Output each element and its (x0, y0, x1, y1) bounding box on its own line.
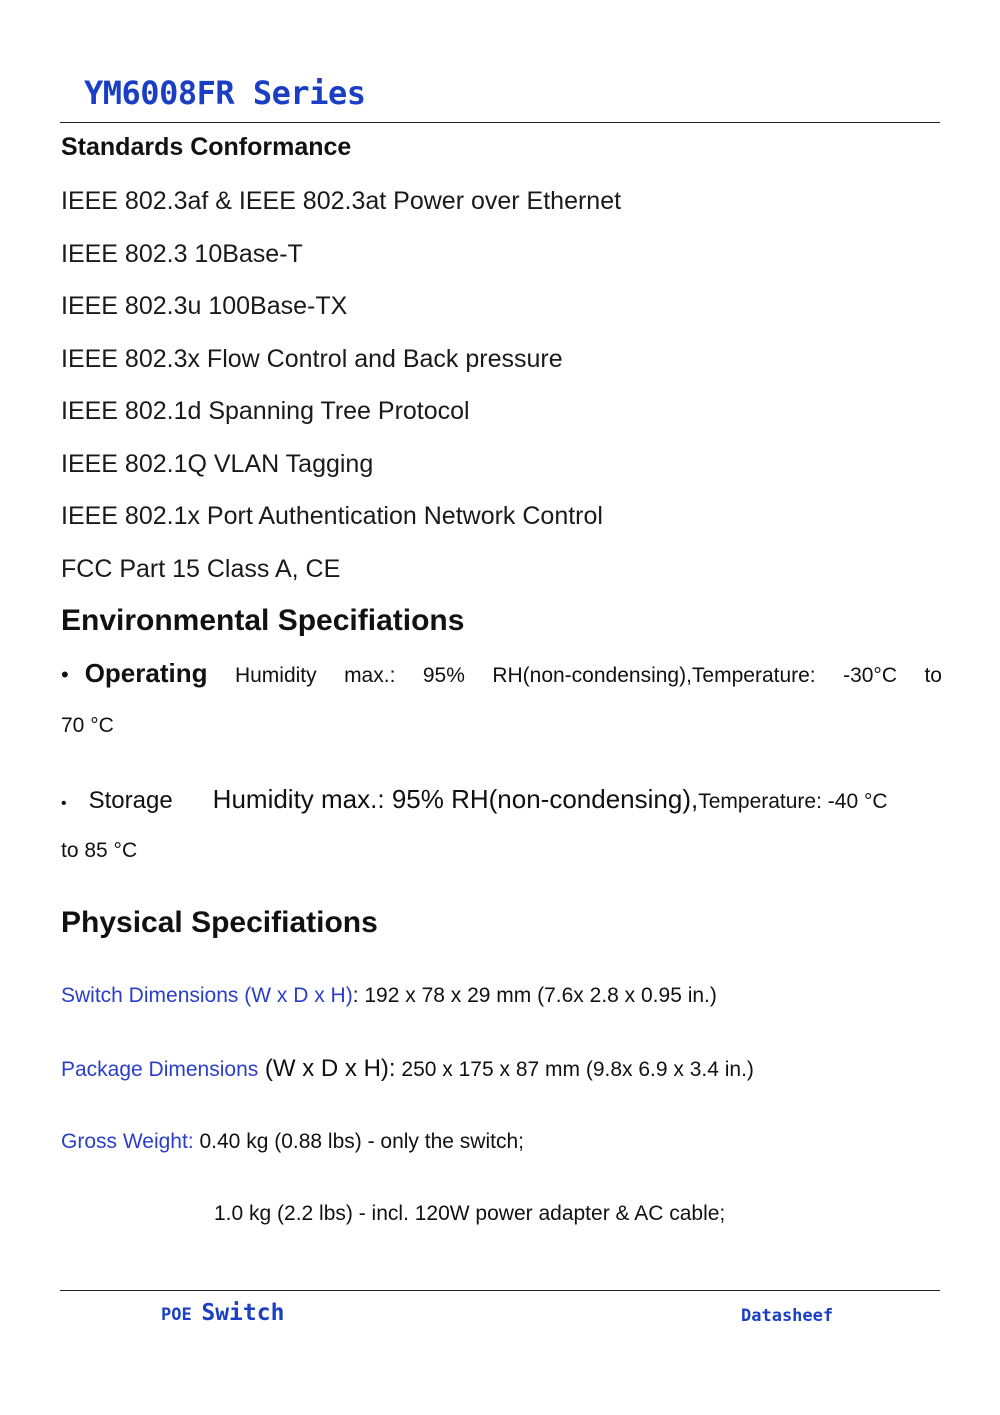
standard-item: IEEE 802.3u 100Base-TX (61, 292, 348, 320)
series-title: YM6008FR Series (84, 74, 366, 112)
standards-heading: Standards Conformance (61, 133, 352, 161)
storage-continuation: to 85 °C (61, 839, 138, 862)
environmental-heading: Environmental Specifiations (61, 604, 465, 637)
gross-weight-label: Gross Weight: (61, 1130, 194, 1153)
standard-item: IEEE 802.1d Spanning Tree Protocol (61, 397, 470, 425)
standard-item: IEEE 802.3af & IEEE 802.3at Power over Ethernet (61, 187, 622, 215)
storage-label: Storage (88, 787, 173, 814)
standard-item: IEEE 802.1Q VLAN Tagging (61, 450, 374, 478)
operating-word: Humidity (234, 664, 317, 687)
operating-word: 95% (422, 664, 465, 687)
operating-word: to (924, 664, 942, 687)
footer-product (161, 1300, 284, 1326)
footer-poe: POE (161, 1305, 192, 1325)
operating-lead (61, 658, 208, 689)
operating-word: RH(non-condensing),Temperature: (492, 664, 816, 687)
storage-row (61, 784, 888, 815)
standard-item: IEEE 802.3 10Base-T (61, 240, 303, 268)
operating-label: Operating (84, 658, 208, 688)
package-dimensions-label-suffix: (W x D x H): (258, 1055, 396, 1082)
switch-dimensions-row (61, 984, 717, 1008)
bullet-icon: • (61, 662, 69, 687)
physical-heading: Physical Specifiations (61, 906, 378, 939)
gross-weight-row (61, 1130, 524, 1154)
switch-dimensions-label: Switch Dimensions (W x D x H) (61, 984, 353, 1007)
gross-weight-value: 0.40 kg (0.88 lbs) - only the switch; (193, 1130, 524, 1153)
storage-temperature: Temperature: -40 °C (698, 790, 888, 813)
package-dimensions-label: Package Dimensions (61, 1058, 259, 1081)
storage-humidity: Humidity max.: 95% RH(non-condensing), (212, 784, 699, 814)
footer-divider (60, 1290, 940, 1291)
package-dimensions-value: 250 x 175 x 87 mm (9.8x 6.9 x 3.4 in.) (395, 1058, 754, 1081)
bullet-icon: • (61, 795, 67, 812)
switch-dimensions-value: : 192 x 78 x 29 mm (7.6x 2.8 x 0.95 in.) (352, 984, 717, 1007)
operating-word: -30°C (843, 664, 897, 687)
gross-weight-value-2: 1.0 kg (2.2 lbs) - incl. 120W power adapter & AC cable; (214, 1202, 726, 1225)
operating-word: max.: (344, 664, 396, 687)
footer-switch: Switch (201, 1300, 285, 1326)
standard-item: IEEE 802.3x Flow Control and Back pressure (61, 345, 563, 373)
standard-item: FCC Part 15 Class A, CE (61, 555, 341, 583)
package-dimensions-row (61, 1055, 754, 1083)
operating-row (61, 658, 942, 689)
operating-continuation: 70 °C (61, 714, 114, 737)
footer-datasheet: Datasheef (741, 1306, 834, 1326)
header-divider (60, 122, 940, 123)
standard-item: IEEE 802.1x Port Authentication Network Control (61, 502, 603, 530)
